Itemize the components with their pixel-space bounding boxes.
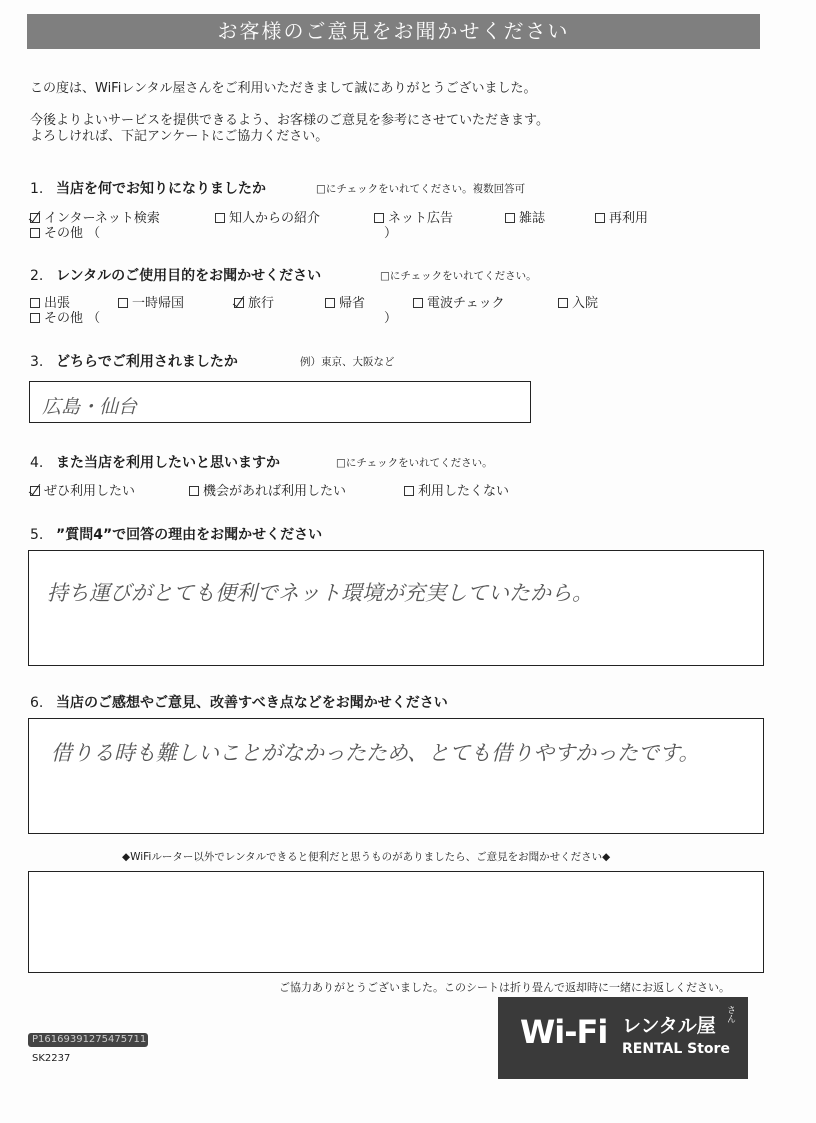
q2-title <box>30 265 321 285</box>
q1-hint: □にチェックをいれてください。複数回答可 <box>316 183 526 195</box>
option-label: 電波チェック <box>427 296 505 311</box>
checkbox-icon[interactable] <box>413 298 423 308</box>
checkbox-icon[interactable] <box>30 486 40 496</box>
q4-hint: □にチェックをいれてください。 <box>336 457 493 469</box>
wifi-rental-store-logo <box>498 997 748 1079</box>
q2-option-temporary-return[interactable] <box>118 292 184 311</box>
option-label: インターネット検索 <box>44 211 160 226</box>
option-label: ぜひ利用したい <box>44 484 136 499</box>
q6-text: 当店のご感想やご意見、改善すべき点などをお聞かせください <box>56 695 448 711</box>
logo-wifi-text: Wi-Fi <box>520 1013 608 1051</box>
q6-answer: 借りる時も難しいことがなかったため、とても借りやすかったです。 <box>51 741 700 765</box>
option-label: 知人からの紹介 <box>229 211 321 226</box>
q5-number: 5. <box>30 527 44 543</box>
q4-title <box>30 452 280 472</box>
q1-other-close: ） <box>384 226 398 241</box>
q7-answer-box[interactable] <box>28 871 764 973</box>
q6-title <box>30 692 448 712</box>
checkbox-icon[interactable] <box>404 486 414 496</box>
page-banner: お客様のご意見をお聞かせください <box>27 14 760 49</box>
footer-note: ご協力ありがとうございました。このシートは折り畳んで返却時に一緒にお返しください。 <box>279 981 730 994</box>
q3-answer: 広島・仙台 <box>42 396 138 418</box>
intro-line-1: この度は、WiFiレンタル屋さんをご利用いただきまして誠にありがとうございました。 <box>30 81 537 96</box>
q3-text: どちらでご利用されましたか <box>56 354 238 370</box>
q1-text: 当店を何でお知りになりましたか <box>56 181 266 197</box>
q2-option-homecoming[interactable] <box>325 292 365 311</box>
q2-number: 2. <box>30 268 44 284</box>
option-label: 機会があれば利用したい <box>203 484 347 499</box>
q2-option-travel[interactable] <box>234 292 274 311</box>
checkbox-icon[interactable] <box>189 486 199 496</box>
q2-option-hospital[interactable] <box>558 292 598 311</box>
checkbox-icon[interactable] <box>595 213 605 223</box>
intro-line-3: よろしければ、下記アンケートにご協力ください。 <box>30 129 329 144</box>
q3-title <box>30 351 238 371</box>
checkbox-icon[interactable] <box>374 213 384 223</box>
checkbox-icon[interactable] <box>325 298 335 308</box>
option-label: その他 （ <box>44 311 101 326</box>
option-label: 入院 <box>572 296 599 311</box>
checkbox-icon[interactable] <box>215 213 225 223</box>
q2-other-close: ） <box>384 311 398 326</box>
logo-jp-text: レンタル屋 <box>622 1015 716 1037</box>
checkbox-icon[interactable] <box>505 213 515 223</box>
q3-number: 3. <box>30 354 44 370</box>
option-label: 旅行 <box>248 296 275 311</box>
logo-en-text: RENTAL Store <box>622 1041 730 1057</box>
option-label: 利用したくない <box>418 484 510 499</box>
q5-title <box>30 524 322 544</box>
option-label: 再利用 <box>609 211 649 226</box>
q5-text: ”質問4”で回答の理由をお聞かせください <box>56 527 323 543</box>
intro-line-2: 今後よりよいサービスを提供できるよう、お客様のご意見を参考にさせていただきます。 <box>30 113 549 128</box>
option-label: 帰省 <box>339 296 366 311</box>
logo-san-text: さん <box>725 1005 735 1023</box>
q5-answer: 持ち運びがとても便利でネット環境が充実していたから。 <box>47 581 593 605</box>
q1-option-reuse[interactable] <box>595 207 648 226</box>
q2-option-signal-check[interactable] <box>413 292 505 311</box>
q2-text: レンタルのご使用目的をお聞かせください <box>56 268 322 284</box>
checkbox-icon[interactable] <box>30 313 40 323</box>
q1-number: 1. <box>30 181 44 197</box>
serial-number: P16169391275475711 <box>28 1033 148 1047</box>
checkbox-icon[interactable] <box>234 298 244 308</box>
q4-option-definitely[interactable] <box>30 480 135 499</box>
q2-option-other[interactable] <box>30 307 100 326</box>
q1-title <box>30 178 266 198</box>
sheet-code: SK2237 <box>32 1053 71 1064</box>
q4-text: また当店を利用したいと思いますか <box>56 455 280 471</box>
q1-option-magazine[interactable] <box>505 207 545 226</box>
q3-answer-box[interactable] <box>29 381 531 423</box>
option-label: その他 （ <box>44 226 101 241</box>
option-label: 雑誌 <box>519 211 546 226</box>
checkbox-icon[interactable] <box>118 298 128 308</box>
q4-option-no[interactable] <box>404 480 509 499</box>
option-label: 出張 <box>44 296 71 311</box>
q4-number: 4. <box>30 455 44 471</box>
option-label: ネット広告 <box>388 211 454 226</box>
checkbox-icon[interactable] <box>30 228 40 238</box>
q3-hint: 例）東京、大阪など <box>300 356 395 368</box>
q2-hint: □にチェックをいれてください。 <box>380 270 537 282</box>
q6-answer-box[interactable] <box>28 718 764 834</box>
q7-title: ◆WiFiルーター以外でレンタルできると便利だと思うものがありましたら、ご意見をお聞かせください◆ <box>122 851 611 863</box>
checkbox-icon[interactable] <box>558 298 568 308</box>
q1-option-other[interactable] <box>30 222 100 241</box>
q5-answer-box[interactable] <box>28 550 764 666</box>
q4-option-if-chance[interactable] <box>189 480 346 499</box>
q1-option-referral[interactable] <box>215 207 320 226</box>
q6-number: 6. <box>30 695 44 711</box>
option-label: 一時帰国 <box>132 296 185 311</box>
